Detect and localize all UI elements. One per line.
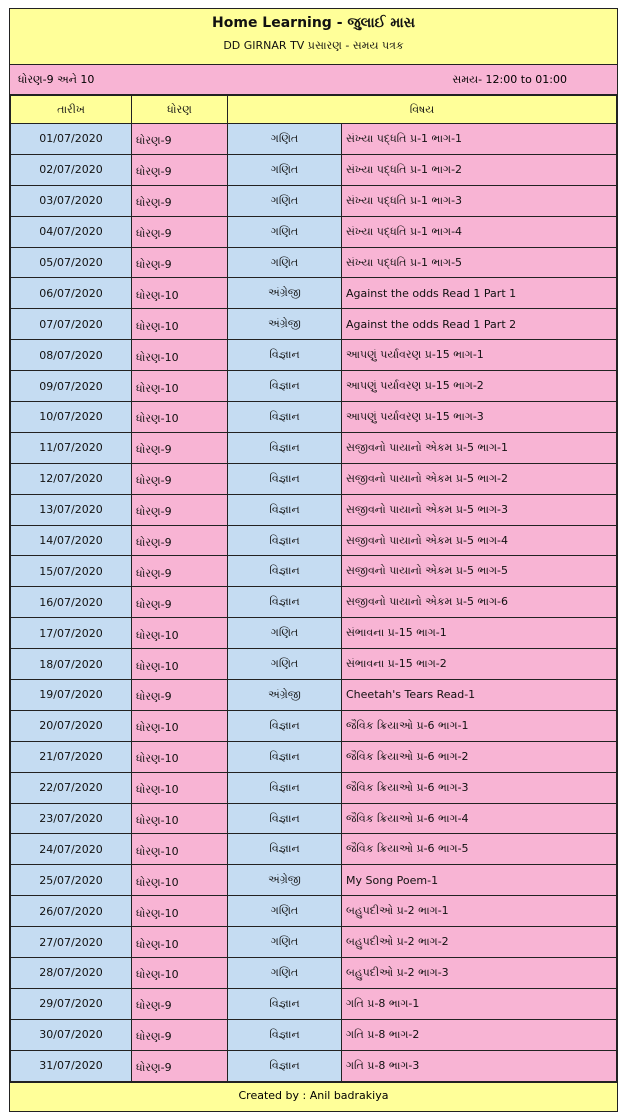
row-standard: ધોરણ-10 bbox=[132, 340, 228, 371]
row-topic: જૈવિક ક્રિયાઓ પ્ર-6 ભાગ-3 bbox=[342, 772, 617, 803]
row-subject: વિજ્ઞાન bbox=[228, 371, 342, 402]
table-row bbox=[11, 772, 617, 803]
row-date: 31/07/2020 bbox=[11, 1050, 132, 1081]
row-date: 01/07/2020 bbox=[11, 124, 132, 155]
row-topic: ગતિ પ્ર-8 ભાગ-2 bbox=[342, 1019, 617, 1050]
row-subject: ગણિત bbox=[228, 927, 342, 958]
row-subject: વિજ્ઞાન bbox=[228, 741, 342, 772]
row-date: 28/07/2020 bbox=[11, 958, 132, 989]
table-row bbox=[11, 587, 617, 618]
row-topic: આપણું પર્યાવરણ પ્ર-15 ભાગ-3 bbox=[342, 402, 617, 433]
table-body bbox=[11, 124, 617, 1082]
row-subject: અંગ્રેજી bbox=[228, 680, 342, 711]
row-topic: આપણું પર્યાવરણ પ્ર-15 ભાગ-2 bbox=[342, 371, 617, 402]
row-date: 23/07/2020 bbox=[11, 803, 132, 834]
row-standard: ધોરણ-10 bbox=[132, 309, 228, 340]
row-topic: સંખ્યા પદ્ધતિ પ્ર-1 ભાગ-1 bbox=[342, 124, 617, 155]
schedule-sheet bbox=[9, 8, 618, 1112]
row-standard: ધોરણ-10 bbox=[132, 371, 228, 402]
row-subject: ગણિત bbox=[228, 649, 342, 680]
row-standard: ધોરણ-9 bbox=[132, 587, 228, 618]
row-topic: Cheetah's Tears Read-1 bbox=[342, 680, 617, 711]
row-date: 04/07/2020 bbox=[11, 216, 132, 247]
row-date: 07/07/2020 bbox=[11, 309, 132, 340]
table-row bbox=[11, 1050, 617, 1081]
row-standard: ધોરણ-10 bbox=[132, 803, 228, 834]
row-subject: વિજ્ઞાન bbox=[228, 494, 342, 525]
row-topic: સંખ્યા પદ્ધતિ પ્ર-1 ભાગ-3 bbox=[342, 185, 617, 216]
row-date: 15/07/2020 bbox=[11, 556, 132, 587]
row-date: 06/07/2020 bbox=[11, 278, 132, 309]
row-subject: વિજ્ઞાન bbox=[228, 340, 342, 371]
row-subject: ગણિત bbox=[228, 618, 342, 649]
row-standard: ધોરણ-9 bbox=[132, 1019, 228, 1050]
grade-info: ધોરણ-9 અને 10 bbox=[18, 72, 95, 86]
row-topic: જૈવિક ક્રિયાઓ પ્ર-6 ભાગ-2 bbox=[342, 741, 617, 772]
row-standard: ધોરણ-9 bbox=[132, 432, 228, 463]
row-date: 16/07/2020 bbox=[11, 587, 132, 618]
row-standard: ધોરણ-10 bbox=[132, 834, 228, 865]
table-row bbox=[11, 988, 617, 1019]
table-row bbox=[11, 247, 617, 278]
row-standard: ધોરણ-9 bbox=[132, 124, 228, 155]
page-title: Home Learning - જુલાઈ માસ bbox=[212, 15, 415, 31]
row-topic: સજીવનો પાયાનો એકમ પ્ર-5 ભાગ-3 bbox=[342, 494, 617, 525]
row-subject: વિજ્ઞાન bbox=[228, 834, 342, 865]
column-header-subject: વિષય bbox=[228, 96, 617, 124]
table-header-row bbox=[11, 96, 617, 124]
table-row bbox=[11, 402, 617, 433]
row-date: 18/07/2020 bbox=[11, 649, 132, 680]
table-row bbox=[11, 680, 617, 711]
table-row bbox=[11, 432, 617, 463]
row-topic: My Song Poem-1 bbox=[342, 865, 617, 896]
row-date: 25/07/2020 bbox=[11, 865, 132, 896]
row-topic: સંભાવના પ્ર-15 ભાગ-2 bbox=[342, 649, 617, 680]
table-row bbox=[11, 710, 617, 741]
row-date: 11/07/2020 bbox=[11, 432, 132, 463]
table-row bbox=[11, 463, 617, 494]
row-standard: ધોરણ-10 bbox=[132, 278, 228, 309]
row-date: 14/07/2020 bbox=[11, 525, 132, 556]
row-subject: ગણિત bbox=[228, 958, 342, 989]
row-date: 08/07/2020 bbox=[11, 340, 132, 371]
table-row bbox=[11, 278, 617, 309]
row-standard: ધોરણ-10 bbox=[132, 618, 228, 649]
table-row bbox=[11, 154, 617, 185]
footer-credit: Created by : Anil badrakiya bbox=[10, 1082, 617, 1111]
table-row bbox=[11, 556, 617, 587]
row-subject: ગણિત bbox=[228, 896, 342, 927]
row-standard: ધોરણ-9 bbox=[132, 463, 228, 494]
row-subject: વિજ્ઞાન bbox=[228, 803, 342, 834]
row-topic: સંખ્યા પદ્ધતિ પ્ર-1 ભાગ-4 bbox=[342, 216, 617, 247]
row-date: 26/07/2020 bbox=[11, 896, 132, 927]
row-topic: Against the odds Read 1 Part 2 bbox=[342, 309, 617, 340]
table-row bbox=[11, 371, 617, 402]
row-topic: ગતિ પ્ર-8 ભાગ-3 bbox=[342, 1050, 617, 1081]
table-row bbox=[11, 618, 617, 649]
row-date: 27/07/2020 bbox=[11, 927, 132, 958]
schedule-table bbox=[10, 95, 617, 1082]
table-row bbox=[11, 834, 617, 865]
row-subject: અંગ્રેજી bbox=[228, 309, 342, 340]
row-subject: અંગ્રેજી bbox=[228, 865, 342, 896]
row-date: 12/07/2020 bbox=[11, 463, 132, 494]
row-standard: ધોરણ-10 bbox=[132, 927, 228, 958]
row-topic: સજીવનો પાયાનો એકમ પ્ર-5 ભાગ-4 bbox=[342, 525, 617, 556]
table-row bbox=[11, 525, 617, 556]
row-date: 05/07/2020 bbox=[11, 247, 132, 278]
row-subject: વિજ્ઞાન bbox=[228, 402, 342, 433]
row-date: 21/07/2020 bbox=[11, 741, 132, 772]
row-topic: જૈવિક ક્રિયાઓ પ્ર-6 ભાગ-1 bbox=[342, 710, 617, 741]
row-subject: ગણિત bbox=[228, 247, 342, 278]
row-subject: ગણિત bbox=[228, 216, 342, 247]
row-topic: સંખ્યા પદ્ધતિ પ્ર-1 ભાગ-2 bbox=[342, 154, 617, 185]
row-subject: વિજ્ઞાન bbox=[228, 988, 342, 1019]
table-row bbox=[11, 865, 617, 896]
row-standard: ધોરણ-9 bbox=[132, 556, 228, 587]
row-date: 19/07/2020 bbox=[11, 680, 132, 711]
row-standard: ધોરણ-9 bbox=[132, 216, 228, 247]
row-topic: સજીવનો પાયાનો એકમ પ્ર-5 ભાગ-1 bbox=[342, 432, 617, 463]
row-standard: ધોરણ-9 bbox=[132, 1050, 228, 1081]
row-topic: જૈવિક ક્રિયાઓ પ્ર-6 ભાગ-5 bbox=[342, 834, 617, 865]
row-subject: વિજ્ઞાન bbox=[228, 772, 342, 803]
row-standard: ધોરણ-10 bbox=[132, 741, 228, 772]
table-row bbox=[11, 309, 617, 340]
row-date: 22/07/2020 bbox=[11, 772, 132, 803]
table-row bbox=[11, 896, 617, 927]
row-standard: ધોરણ-10 bbox=[132, 865, 228, 896]
column-header-date: તારીખ bbox=[11, 96, 132, 124]
row-date: 24/07/2020 bbox=[11, 834, 132, 865]
table-row bbox=[11, 124, 617, 155]
row-topic: આપણું પર્યાવરણ પ્ર-15 ભાગ-1 bbox=[342, 340, 617, 371]
row-topic: સંખ્યા પદ્ધતિ પ્ર-1 ભાગ-5 bbox=[342, 247, 617, 278]
table-row bbox=[11, 340, 617, 371]
row-standard: ધોરણ-9 bbox=[132, 525, 228, 556]
row-standard: ધોરણ-9 bbox=[132, 185, 228, 216]
row-standard: ધોરણ-10 bbox=[132, 710, 228, 741]
title-block bbox=[10, 9, 617, 65]
row-subject: ગણિત bbox=[228, 185, 342, 216]
row-date: 03/07/2020 bbox=[11, 185, 132, 216]
row-date: 30/07/2020 bbox=[11, 1019, 132, 1050]
row-date: 20/07/2020 bbox=[11, 710, 132, 741]
table-row bbox=[11, 927, 617, 958]
row-subject: વિજ્ઞાન bbox=[228, 587, 342, 618]
row-date: 02/07/2020 bbox=[11, 154, 132, 185]
row-topic: બહુપદીઓ પ્ર-2 ભાગ-2 bbox=[342, 927, 617, 958]
column-header-std: ધોરણ bbox=[132, 96, 228, 124]
row-standard: ધોરણ-10 bbox=[132, 896, 228, 927]
row-standard: ધોરણ-10 bbox=[132, 402, 228, 433]
table-row bbox=[11, 185, 617, 216]
row-subject: વિજ્ઞાન bbox=[228, 556, 342, 587]
table-row bbox=[11, 803, 617, 834]
row-topic: ગતિ પ્ર-8 ભાગ-1 bbox=[342, 988, 617, 1019]
table-row bbox=[11, 494, 617, 525]
row-subject: ગણિત bbox=[228, 154, 342, 185]
table-row bbox=[11, 216, 617, 247]
row-topic: જૈવિક ક્રિયાઓ પ્ર-6 ભાગ-4 bbox=[342, 803, 617, 834]
row-date: 17/07/2020 bbox=[11, 618, 132, 649]
table-row bbox=[11, 741, 617, 772]
row-subject: ગણિત bbox=[228, 124, 342, 155]
row-subject: વિજ્ઞાન bbox=[228, 710, 342, 741]
row-date: 09/07/2020 bbox=[11, 371, 132, 402]
row-standard: ધોરણ-10 bbox=[132, 958, 228, 989]
row-standard: ધોરણ-9 bbox=[132, 988, 228, 1019]
row-subject: અંગ્રેજી bbox=[228, 278, 342, 309]
row-standard: ધોરણ-9 bbox=[132, 680, 228, 711]
row-subject: વિજ્ઞાન bbox=[228, 1019, 342, 1050]
table-row bbox=[11, 649, 617, 680]
row-date: 13/07/2020 bbox=[11, 494, 132, 525]
row-standard: ધોરણ-9 bbox=[132, 154, 228, 185]
row-subject: વિજ્ઞાન bbox=[228, 1050, 342, 1081]
row-subject: વિજ્ઞાન bbox=[228, 525, 342, 556]
row-topic: સજીવનો પાયાનો એકમ પ્ર-5 ભાગ-5 bbox=[342, 556, 617, 587]
row-topic: બહુપદીઓ પ્ર-2 ભાગ-1 bbox=[342, 896, 617, 927]
row-standard: ધોરણ-10 bbox=[132, 772, 228, 803]
table-row bbox=[11, 958, 617, 989]
row-topic: સજીવનો પાયાનો એકમ પ્ર-5 ભાગ-6 bbox=[342, 587, 617, 618]
time-info: સમય- 12:00 to 01:00 bbox=[452, 72, 567, 86]
row-subject: વિજ્ઞાન bbox=[228, 432, 342, 463]
row-topic: સજીવનો પાયાનો એકમ પ્ર-5 ભાગ-2 bbox=[342, 463, 617, 494]
row-date: 10/07/2020 bbox=[11, 402, 132, 433]
row-topic: સંભાવના પ્ર-15 ભાગ-1 bbox=[342, 618, 617, 649]
info-row bbox=[10, 65, 617, 95]
row-standard: ધોરણ-10 bbox=[132, 649, 228, 680]
row-subject: વિજ્ઞાન bbox=[228, 463, 342, 494]
row-topic: બહુપદીઓ પ્ર-2 ભાગ-3 bbox=[342, 958, 617, 989]
page-subtitle: DD GIRNAR TV પ્રસારણ - સમય પત્રક bbox=[223, 39, 404, 52]
row-date: 29/07/2020 bbox=[11, 988, 132, 1019]
row-standard: ધોરણ-9 bbox=[132, 494, 228, 525]
row-standard: ધોરણ-9 bbox=[132, 247, 228, 278]
row-topic: Against the odds Read 1 Part 1 bbox=[342, 278, 617, 309]
table-row bbox=[11, 1019, 617, 1050]
